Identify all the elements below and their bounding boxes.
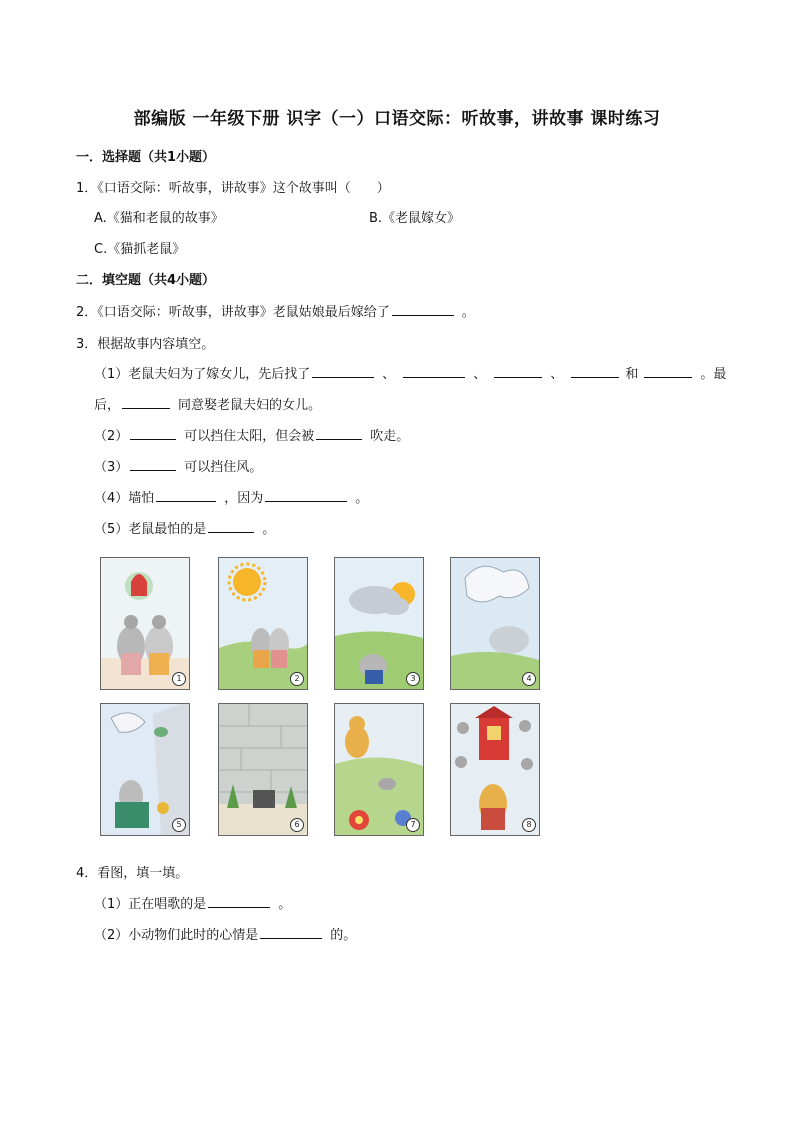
q3-p3-end: 可以挡住风。 — [184, 460, 263, 475]
q4-stem: 4．看图，填一填。 — [76, 866, 189, 881]
panel-8-number: 8 — [522, 818, 536, 832]
panel-8 — [450, 703, 540, 836]
q2-end: 。 — [461, 305, 475, 320]
q3-p5-blank[interactable] — [208, 518, 254, 533]
panel-1-art — [101, 558, 189, 689]
panel-3-number: 3 — [406, 672, 420, 686]
q4-p1-text: （1）正在唱歌的是 — [94, 897, 207, 912]
panel-5-number: 5 — [172, 818, 186, 832]
q3-part1-line2 — [94, 394, 321, 413]
panel-7-art — [335, 704, 423, 835]
panel-1 — [100, 557, 190, 690]
q3-p3-text: （3） — [94, 460, 129, 475]
q3-p1-sep-2: 、 — [473, 367, 487, 382]
panel-4-number: 4 — [522, 672, 536, 686]
panel-6-art — [219, 704, 307, 835]
q3-stem: 3．根据故事内容填空。 — [76, 337, 215, 352]
q3-p2-text: （2） — [94, 429, 129, 444]
q3-p4-text: （4）墙怕 — [94, 491, 155, 506]
panel-2 — [218, 557, 308, 690]
q3-p2-mid: 可以挡住太阳，但会被 — [184, 429, 315, 444]
q3-p1-blank-4[interactable] — [571, 363, 619, 378]
q4-p1-blank[interactable] — [208, 893, 270, 908]
panel-7-number: 7 — [406, 818, 420, 832]
q3-p1-line2-end: 同意娶老鼠夫妇的女儿。 — [178, 398, 322, 413]
q1-option-b[interactable]: B.《老鼠嫁女》 — [369, 211, 461, 226]
q3-p1-text: （1）老鼠夫妇为了嫁女儿，先后找了 — [94, 367, 311, 382]
panel-7 — [334, 703, 424, 836]
q2-text: 2．《口语交际：听故事，讲故事》老鼠姑娘最后嫁给了 — [76, 305, 390, 320]
q3-part5 — [94, 518, 275, 537]
q3-p1-end: 。最 — [700, 367, 727, 382]
q3-p1-blank-3[interactable] — [494, 363, 542, 378]
q3-p3-blank[interactable] — [130, 456, 176, 471]
panel-1-number: 1 — [172, 672, 186, 686]
q3-p2-blank-2[interactable] — [316, 425, 362, 440]
section-header-fill: 二．填空题（共4小题） — [76, 273, 216, 288]
q3-p1-blank-1[interactable] — [312, 363, 374, 378]
q3-p5-text: （5）老鼠最怕的是 — [94, 522, 207, 537]
q4-p1-end: 。 — [278, 897, 292, 912]
q2-stem — [76, 301, 475, 320]
panel-2-number: 2 — [290, 672, 304, 686]
q3-p1-and: 和 — [625, 367, 639, 382]
q3-p4-mid: ，因为 — [224, 491, 264, 506]
q1-option-c[interactable]: C.《猫抓老鼠》 — [94, 242, 186, 257]
panel-6-number: 6 — [290, 818, 304, 832]
q3-p1-blank-2[interactable] — [403, 363, 465, 378]
panel-3-art — [335, 558, 423, 689]
q3-p2-end: 吹走。 — [370, 429, 410, 444]
q3-p1-blank-6[interactable] — [122, 394, 170, 409]
q4-part2 — [94, 924, 356, 943]
q4-part1 — [94, 893, 291, 912]
panel-4 — [450, 557, 540, 690]
panel-4-art — [451, 558, 539, 689]
q3-p1-sep-3: 、 — [550, 367, 564, 382]
q4-p2-end: 的。 — [330, 928, 357, 943]
panel-2-art — [219, 558, 307, 689]
q3-part2 — [94, 425, 409, 444]
panel-3 — [334, 557, 424, 690]
q1-stem: 1．《口语交际：听故事，讲故事》这个故事叫（ ） — [76, 181, 390, 196]
q4-p2-blank[interactable] — [260, 924, 322, 939]
page-title: 部编版 一年级下册 识字（一）口语交际：听故事，讲故事 课时练习 — [133, 109, 661, 129]
q1-option-a[interactable]: A.《猫和老鼠的故事》 — [94, 211, 224, 226]
panel-5 — [100, 703, 190, 836]
q3-p1-line2-text: 后， — [94, 398, 121, 413]
q3-p2-blank-1[interactable] — [130, 425, 176, 440]
q3-p1-blank-5[interactable] — [644, 363, 692, 378]
q3-part1 — [94, 363, 726, 382]
q3-part3 — [94, 456, 262, 475]
panel-8-art — [451, 704, 539, 835]
q3-p1-sep-1: 、 — [382, 367, 396, 382]
q3-p4-blank-1[interactable] — [156, 487, 216, 502]
panel-5-art — [101, 704, 189, 835]
q3-part4 — [94, 487, 368, 506]
q4-p2-text: （2）小动物们此时的心情是 — [94, 928, 259, 943]
story-illustration — [100, 553, 544, 839]
q3-p5-end: 。 — [262, 522, 276, 537]
section-header-choice: 一．选择题（共1小题） — [76, 150, 216, 165]
q3-p4-blank-2[interactable] — [265, 487, 347, 502]
q2-blank[interactable] — [392, 301, 454, 316]
panel-6 — [218, 703, 308, 836]
q3-p4-end: 。 — [355, 491, 369, 506]
